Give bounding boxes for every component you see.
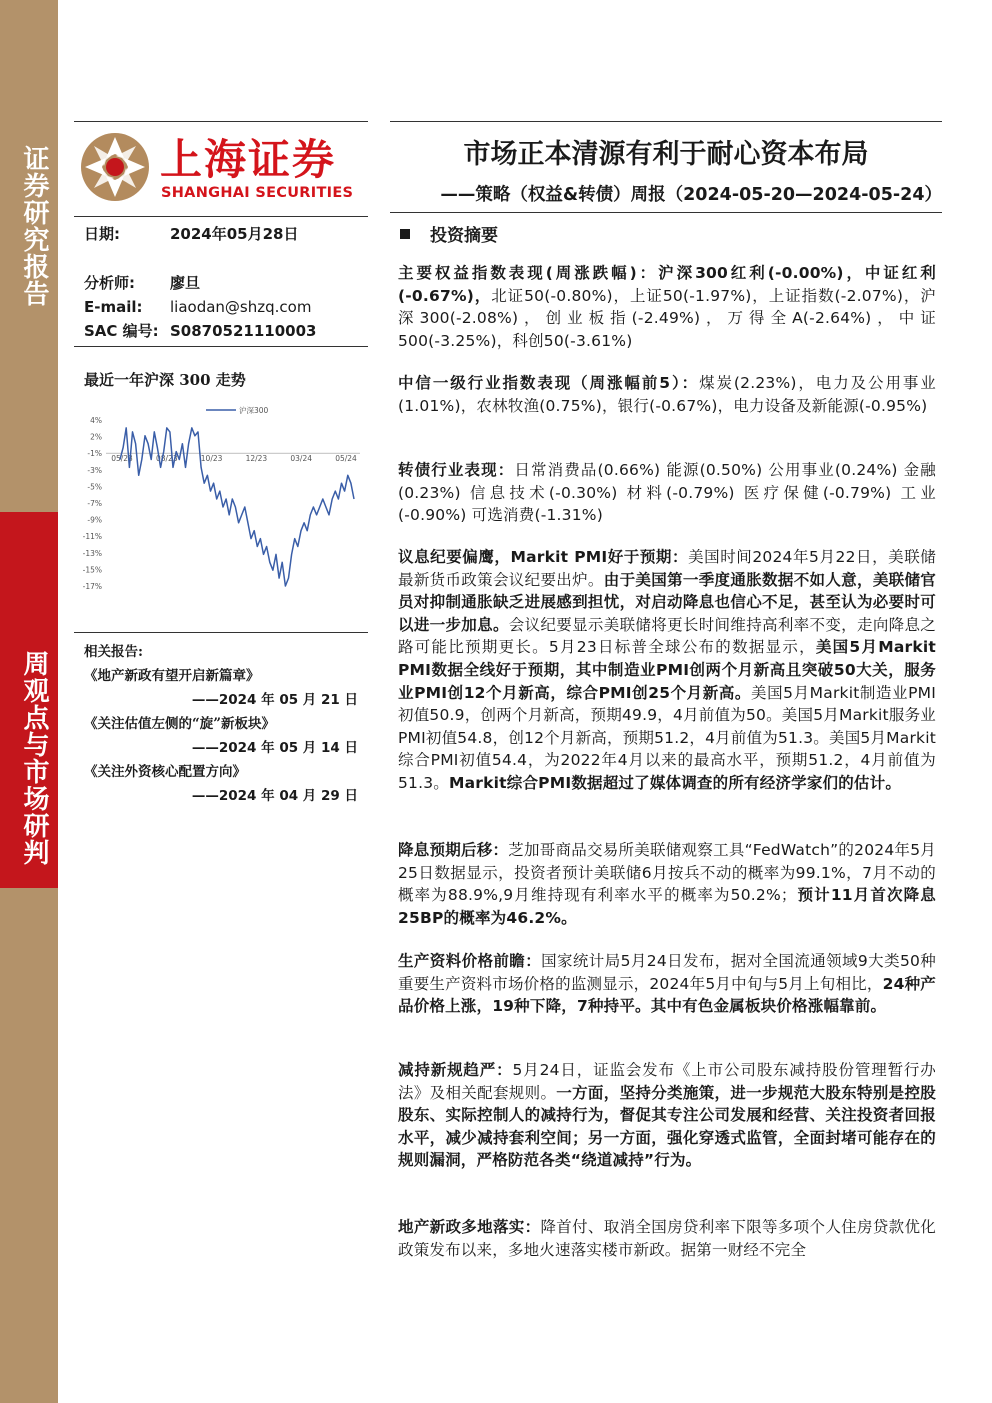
paragraph-heading: 降息预期后移： xyxy=(398,841,509,859)
related-report-title: 《地产新政有望开启新篇章》 xyxy=(84,668,260,684)
analyst-label: 分析师: xyxy=(84,274,135,292)
report-subtitle: ——策略（权益&转债）周报（2024-05-20—2024-05-24） xyxy=(440,185,942,205)
related-report-title: 《关注外资核心配置方向》 xyxy=(84,764,246,780)
date-value: 2024年05月28日 xyxy=(170,225,299,243)
report-date xyxy=(84,224,299,244)
date-label: 日期: xyxy=(84,225,120,243)
related-report-date: ——2024 年 05 月 14 日 xyxy=(191,740,358,756)
meta-bottom-rule xyxy=(74,346,368,347)
legend-label: 沪深300 xyxy=(239,406,269,415)
paragraph-heading: 地产新政多地落实： xyxy=(398,1218,541,1236)
shanghai-securities-logo-icon xyxy=(80,132,150,202)
chart-title: 最近一年沪深 300 走势 xyxy=(84,371,246,389)
subtitle-rule xyxy=(390,212,942,213)
y-tick-label: -15% xyxy=(82,565,102,575)
y-tick-label: -3% xyxy=(87,465,102,475)
square-bullet-icon xyxy=(400,229,410,239)
paragraph-share-reduction: 减持新规趋严：5月24日，证监会发布《上市公司股东减持股份管理暂行办法》及相关配套规则。一方面，坚持分类施策，进一步规范大股东特别是控股股东、实际控制人的减持行为，督促其专注公司发展和经营、关注投资者回报水平，减少减持套利空间；另一方面，强化穿透式监管，全面封堵可能存在的规则漏洞，严格防范各类“绕道减持”行为。 xyxy=(398,1061,936,1170)
x-tick-label: 03/24 xyxy=(290,454,313,464)
x-tick-label: 10/23 xyxy=(200,454,223,464)
sac-row xyxy=(84,321,316,341)
email-value: liaodan@shzq.com xyxy=(170,298,312,316)
sac-label: SAC 编号: xyxy=(84,322,159,340)
logo-english-name: SHANGHAI SECURITIES xyxy=(161,185,354,201)
sidebar-report-category: 周观点与市场研判 xyxy=(19,650,49,866)
related-report-date: ——2024 年 04 月 29 日 xyxy=(191,788,358,804)
paragraph-fed-minutes: 议息纪要偏鹰，Markit PMI好于预期：美国时间2024年5月22日，美联储最新货币政策会议纪要出炉。由于美国第一季度通胀数据不如人意，美联储官员对抑制通胀缺乏进展感到担忧，对启动降息也信心不足，甚至认为必要时可以进一步加息。会议纪要显示美联储将更长时间维持高利率不变，走向降息之路可能比预期更长。5月23日标普全球公布的数据显示，美国5月Markit PMI数据全线好于预期，其中制造业PMI创两个月新高且突破50大关，服务业PMI创12个月新高，综合PMI创25个月新高。美国5月Markit制造业PMI初值50.9，创两个月新高，预期49.9，4月前值为50。美国5月Markit服务业PMI初值54.8，创12个月新高，预期51.2，4月前值为51.3。美国5月Markit综合PMI初值54.4，为2022年4月以来的最高水平，预期51.2，4月前值为51.3。Markit综合PMI数据超过了媒体调查的所有经济学家们的估计。 xyxy=(398,548,937,792)
analyst-row xyxy=(84,273,200,293)
report-title: 市场正本清源有利于耐心资本布局 xyxy=(463,139,869,170)
hs300-line-chart xyxy=(76,398,366,598)
header-rule-left xyxy=(74,121,368,122)
y-tick-label: 4% xyxy=(90,416,102,425)
y-tick-label: -1% xyxy=(87,449,102,459)
hs300-series-line xyxy=(120,428,354,586)
paragraph-heading: 转债行业表现： xyxy=(398,461,515,479)
x-tick-label: 05/24 xyxy=(335,454,357,464)
paragraph-real-estate: 地产新政多地落实：降首付、取消全国房贷利率下限等多项个人住房贷款优化政策发布以来，多地火速落实楼市新政。据第一财经不完全 xyxy=(398,1218,936,1259)
logo-chinese-name: 上海证券 xyxy=(160,135,337,184)
paragraph-heading: 生产资料价格前瞻： xyxy=(398,952,542,970)
paragraph-heading: 中信一级行业指数表现（周涨幅前5）： xyxy=(398,374,700,392)
related-report-title: 《关注估值左侧的“旋”新板块》 xyxy=(84,716,276,732)
paragraph-heading: 议息纪要偏鹰，Markit PMI好于预期： xyxy=(398,548,689,566)
paragraph-industry-indices: 中信一级行业指数表现（周涨幅前5）：煤炭(2.23%)，电力及公用事业(1.01%)，农林牧渔(0.75%)，银行(-0.67%)，电力设备及新能源(-0.95%) xyxy=(398,374,936,415)
email-row xyxy=(84,297,311,317)
paragraph-convertible-bonds: 转债行业表现：日常消费品(0.66%) 能源(0.50%) 公用事业(0.24%) 金融(0.23%) 信息技术(-0.30%) 材料(-0.79%) 医疗保健(-0.79%) 工业(-0.90%) 可选消费(-1.31%) xyxy=(398,461,937,525)
analyst-name: 廖旦 xyxy=(170,274,201,292)
sidebar-report-type: 证券研究报告 xyxy=(19,145,49,307)
x-tick-label: 12/23 xyxy=(245,454,268,464)
related-report-date: ——2024 年 05 月 21 日 xyxy=(191,692,358,708)
paragraph-producer-prices: 生产资料价格前瞻：国家统计局5月24日发布，据对全国流通领域9大类50种重要生产资料市场价格的监测显示，2024年5月中旬与5月上旬相比，24种产品价格上涨，19种下降，7种持平。其中有色金属板块价格涨幅靠前。 xyxy=(398,952,936,1016)
paragraph-equity-indices: 主要权益指数表现(周涨跌幅)：沪深300红利(-0.00%)，中证红利(-0.67%)，北证50(-0.80%)，上证50(-1.97%)，上证指数(-2.07%)，沪深300(-2.08%)，创业板指(-2.49%)，万得全A(-2.64%)，中证500(-3.25%)，科创50(-3.61%) xyxy=(398,264,937,350)
y-tick-label: -11% xyxy=(82,532,102,542)
y-tick-label: -13% xyxy=(82,548,102,558)
paragraph-heading: 主要权益指数表现(周涨跌幅)： xyxy=(398,264,659,282)
x-tick-label: 05/23 xyxy=(111,454,133,464)
related-reports-heading: 相关报告: xyxy=(84,644,143,660)
related-top-rule xyxy=(74,632,368,633)
sac-value: S0870521110003 xyxy=(170,322,317,340)
y-tick-label: -9% xyxy=(87,515,102,525)
section-heading xyxy=(400,225,498,247)
section-title: 投资摘要 xyxy=(430,226,498,246)
paragraph-heading: 减持新规趋严： xyxy=(398,1061,513,1079)
email-label: E-mail: xyxy=(84,298,143,316)
paragraph-rate-cut: 降息预期后移：芝加哥商品交易所美联储观察工具“FedWatch”的2024年5月25日数据显示，投资者预计美联储6月按兵不动的概率为99.1%，7月不动的概率为88.9%,9月维持现有利率水平的概率为50.2%；预计11月首次降息25BP的概率为46.2%。 xyxy=(398,841,937,927)
meta-top-rule xyxy=(74,216,368,217)
header-rule-right xyxy=(390,121,942,122)
x-tick-label: 08/23 xyxy=(155,454,178,464)
y-tick-label: -17% xyxy=(82,582,102,591)
y-tick-label: -5% xyxy=(87,482,102,492)
y-tick-label: 2% xyxy=(90,432,102,442)
y-tick-label: -7% xyxy=(87,499,102,508)
